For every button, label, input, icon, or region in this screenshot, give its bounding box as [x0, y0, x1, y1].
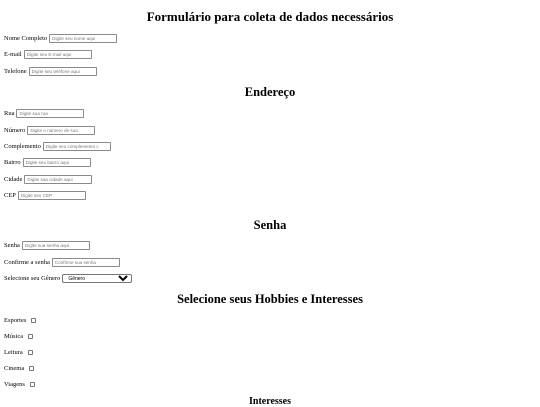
street-input[interactable]: [16, 109, 84, 118]
number-label: Número: [4, 126, 26, 134]
complement-input[interactable]: [43, 142, 111, 151]
complement-label: Complemento: [4, 142, 41, 150]
hobby-reading-row: [4, 347, 33, 357]
phone-row: [4, 66, 97, 76]
gender-select[interactable]: [62, 274, 132, 283]
street-row: [4, 108, 84, 118]
password-heading: Senha: [253, 218, 287, 232]
confirm-password-input[interactable]: [52, 258, 120, 267]
hobby-music-row: [4, 331, 33, 341]
name-input[interactable]: [49, 34, 117, 43]
zip-label: CEP: [4, 191, 16, 199]
number-input[interactable]: [27, 126, 95, 135]
hobby-reading-label: Leitura: [4, 348, 23, 356]
complement-row: [4, 141, 111, 151]
hobby-cinema-label: Cinema: [4, 364, 25, 372]
form-title: Formulário para coleta de dados necessários: [146, 9, 394, 24]
address-heading: Endereço: [244, 85, 296, 99]
email-label: E-mail: [4, 50, 22, 58]
phone-label: Telefone: [4, 67, 27, 75]
name-label: Nome Completo: [4, 34, 48, 42]
hobby-sports-row: [4, 315, 36, 325]
confirm-password-row: [4, 257, 120, 267]
hobby-sports-checkbox[interactable]: [31, 318, 36, 323]
gender-label: Selecione seu Gênero: [4, 274, 61, 282]
hobbies-heading: Selecione seus Hobbies e Interesses: [177, 292, 363, 306]
password-input[interactable]: [22, 241, 90, 250]
name-row: [4, 33, 117, 43]
zip-row: [4, 190, 86, 200]
hobby-music-checkbox[interactable]: [28, 334, 33, 339]
hobby-music-label: Música: [4, 332, 24, 340]
hobby-sports-label: Esportes: [4, 316, 27, 324]
gender-row: [4, 273, 132, 283]
interests-heading: Interesses: [248, 396, 292, 407]
city-input[interactable]: [24, 175, 92, 184]
password-row: [4, 240, 90, 250]
email-input[interactable]: [24, 50, 92, 59]
zip-input[interactable]: [18, 191, 86, 200]
phone-input[interactable]: [29, 67, 97, 76]
neighborhood-label: Bairro: [4, 158, 21, 166]
hobby-travel-checkbox[interactable]: [30, 382, 35, 387]
street-label: Rua: [4, 109, 15, 117]
hobby-travel-label: Viagens: [4, 380, 25, 388]
hobby-travel-row: [4, 379, 35, 389]
neighborhood-input[interactable]: [23, 158, 91, 167]
hobby-reading-checkbox[interactable]: [28, 350, 33, 355]
hobby-cinema-checkbox[interactable]: [29, 366, 34, 371]
neighborhood-row: [4, 157, 91, 167]
password-label: Senha: [4, 241, 20, 249]
city-row: [4, 174, 92, 184]
hobby-cinema-row: [4, 363, 34, 373]
city-label: Cidade: [4, 175, 23, 183]
number-row: [4, 125, 95, 135]
confirm-password-label: Confirme a senha: [4, 258, 50, 266]
email-row: [4, 49, 92, 59]
